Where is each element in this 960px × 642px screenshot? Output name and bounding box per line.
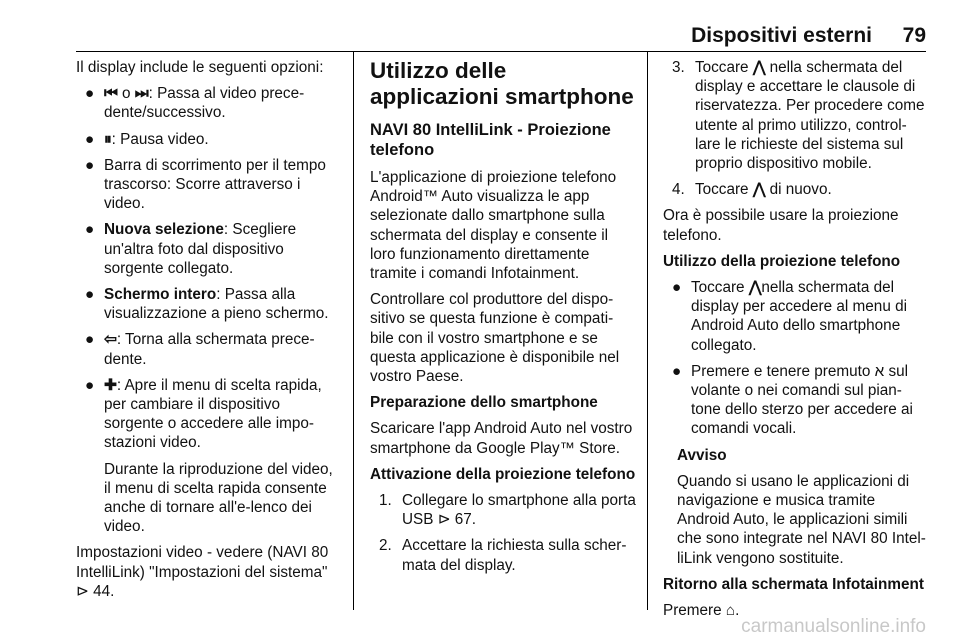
home-icon: ⌂	[725, 602, 736, 620]
list-item: ● Nuova selezione: Scegliere un'altra foto dal dispositivo sorgente collegato.	[85, 221, 297, 277]
middle-column	[370, 58, 636, 582]
section-heading: Utilizzo delle applicazioni smartphone	[370, 58, 634, 109]
list-item: ● ⇦: Torna alla schermata prece-dente.	[85, 331, 315, 368]
chevron-up-icon: ⋀	[752, 59, 766, 76]
subsection-title: Preparazione dello smartphone	[370, 394, 598, 412]
chevron-up-icon: ⋀	[752, 181, 766, 199]
pause-icon: ⏸	[104, 130, 112, 148]
bullet: ●	[85, 156, 95, 174]
paragraph: Premere ⌂.	[663, 602, 740, 620]
list-item: ● ⏮ o ⏭: Passa al video prece-dente/successivo.	[85, 85, 305, 122]
note-title: Avviso	[677, 446, 727, 464]
bullet: ●	[85, 130, 95, 148]
numbered-step: 2. Accettare la richiesta sulla scher-mata del display.	[379, 537, 627, 574]
previous-icon: ⏮	[104, 85, 118, 103]
subsection-title: Utilizzo della proiezione telefono	[663, 252, 901, 270]
list-item-extra: Durante la riproduzione del video, il menu di scelta rapida consente anche di tornare all'e-lenco dei video.	[104, 460, 333, 536]
bullet: ●	[672, 279, 682, 297]
numbered-step: 1. Collegare lo smartphone alla porta USB ⊳ 67.	[379, 492, 636, 529]
next-icon: ⏭	[134, 85, 149, 103]
right-column	[663, 58, 927, 627]
intro-text: Il display include le seguenti opzioni:	[76, 59, 324, 76]
list-item: ● Barra di scorrimento per il tempo trascorso: Scorre attraverso i video.	[85, 156, 326, 213]
column-divider-1	[353, 52, 354, 610]
list-item: ● Premere e tenere premuto ﬡ sul volante o nei comandi sul pian-tone dello sterzo per accedere ai comandi vocali.	[672, 362, 913, 438]
paragraph: Controllare col produttore del dispo-sitivo se questa funzione è compati-bile con il vostro smartphone e se questa applicazione è disponibile nel vostro Paese.	[370, 291, 620, 386]
paragraph: Scaricare l'app Android Auto nel vostro smartphone da Google Play™ Store.	[370, 420, 633, 457]
page-header	[0, 0, 960, 52]
note-text: Quando si usano le applicazioni di navigazione e musica tramite Android Auto, le applicazioni simili che sono integrate nel NAVI 80 Intel-liLink vengono sostituite.	[677, 472, 926, 567]
list-item: ● ⏸: Pausa video.	[85, 130, 209, 148]
sub-heading: NAVI 80 IntelliLink - Proiezione telefono	[370, 121, 611, 159]
bullet: ●	[85, 286, 95, 304]
section-title: Dispositivi esterni	[691, 24, 872, 47]
voice-command-icon: ﬡ	[874, 362, 885, 380]
chevron-up-icon: ⋀	[748, 279, 762, 297]
watermark: carmanualsonline.info	[741, 616, 926, 637]
numbered-step: 3. Toccare ⋀ nella schermata del display e accettare le clausole di riservatezza. Per procedere come utente al primo utilizzo, control-lare le richieste del sistema sul proprio dispositivo mobile.	[672, 59, 925, 173]
bullet: ●	[672, 362, 682, 380]
paragraph: L'applicazione di proiezione telefono Android™ Auto visualizza le app selezionate dallo smartphone sulla schermata del display e consente il loro funzionamento direttamente tramite i comandi Infotainment.	[370, 169, 617, 283]
bullet: ●	[85, 331, 95, 349]
subsection-title: Ritorno alla schermata Infotainment	[663, 575, 924, 593]
bullet: ●	[85, 85, 95, 103]
header-divider	[76, 51, 926, 52]
bullet: ●	[85, 221, 95, 239]
reference-icon: ⊳	[437, 511, 451, 529]
back-arrow-icon: ⇦	[104, 331, 117, 349]
list-item: ● ✚: Apre il menu di scelta rapida, per cambiare il dispositivo sorgente o accedere alle impo-stazioni video.	[85, 376, 322, 452]
paragraph: Ora è possibile usare la proiezione telefono.	[663, 207, 899, 244]
left-column	[76, 58, 342, 608]
bullet: ●	[85, 376, 95, 394]
footer-text: Impostazioni video - vedere (NAVI 80 IntelliLink) "Impostazioni del sistema" ⊳ 44.	[76, 544, 329, 600]
subsection-title: Attivazione della proiezione telefono	[370, 465, 636, 483]
reference-icon: ⊳	[76, 582, 89, 600]
page-number: 79	[902, 24, 926, 47]
plus-icon: ✚	[104, 376, 117, 394]
column-divider-2	[647, 52, 648, 610]
list-item: ● Schermo intero: Passa alla visualizzazione a pieno schermo.	[85, 286, 329, 323]
list-item: ● Toccare ⋀nella schermata del display per accedere al menu di Android Auto dello smartphone collegato.	[672, 279, 907, 354]
numbered-step: 4. Toccare ⋀ di nuovo.	[672, 181, 832, 199]
